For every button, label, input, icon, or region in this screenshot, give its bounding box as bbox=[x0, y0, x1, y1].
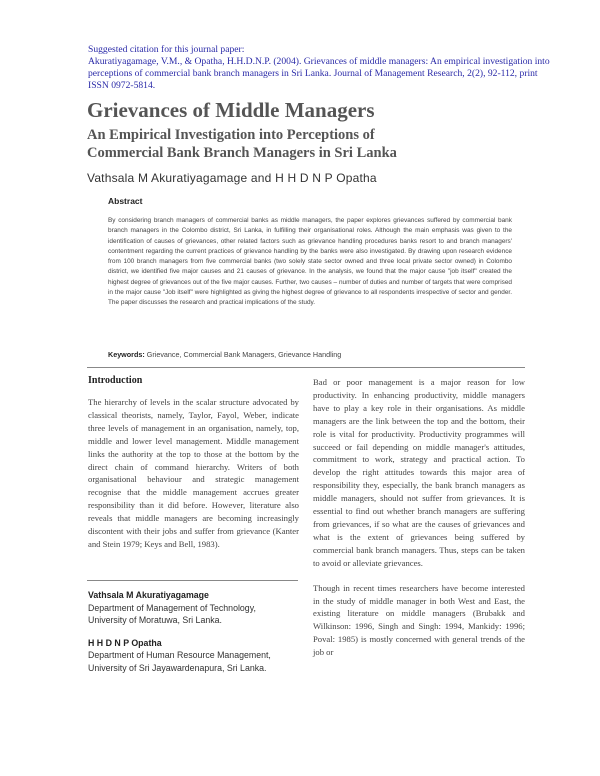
keywords-label: Keywords: bbox=[108, 350, 145, 359]
paper-title: Grievances of Middle Managers bbox=[87, 98, 375, 122]
affiliation-author-1-dept: Department of Management of Technology, bbox=[88, 602, 256, 613]
affiliation-author-2-univ: University of Sri Jayawardenapura, Sri Lanka. bbox=[88, 662, 267, 673]
abstract-heading: Abstract bbox=[108, 196, 143, 206]
citation-lead: Suggested citation for this journal paper: bbox=[88, 44, 245, 55]
subtitle-line-1: An Empirical Investigation into Perceptions of bbox=[87, 127, 375, 143]
abstract-section bbox=[108, 196, 512, 309]
affiliation-divider bbox=[87, 580, 298, 581]
introduction-paragraph-3: Though in recent times researchers have become interested in the study of middle manager in both West and East, the existing literature on middle managers (Brubakk and Wilkinson: 1996, Singh and Singh: 1994, Mankidy: 1996; Poval: 1985) is mostly concerned with general trends of the job or bbox=[313, 582, 525, 658]
citation-text: Akuratiyagamage, V.M., & Opatha, H.H.D.N.P. (2004). Grievances of middle managers: An empirical investigation into perceptions of commercial bank branch managers in Sri Lanka. Journal of Management Research, 2(2), 92-112, print ISSN 0972-5814. bbox=[88, 56, 550, 91]
keywords-text: Grievance, Commercial Bank Managers, Grievance Handling bbox=[146, 350, 342, 359]
section-divider bbox=[87, 367, 525, 368]
left-column bbox=[88, 375, 299, 551]
suggested-citation bbox=[88, 44, 558, 92]
subtitle-line-2: Commercial Bank Branch Managers in Sri Lanka bbox=[87, 145, 397, 161]
author-affiliations bbox=[88, 589, 308, 674]
introduction-paragraph-1: The hierarchy of levels in the scalar structure advocated by classical theorists, namely, Taylor, Fayol, Weber, indicate three levels of management in an organisation, namely, top, middle and lower level management. Middle management links the authority at the top to those at the bottom by the direct chain of command hierarchy. Writers of both organisational behaviour and strategic management recognise that the middle management accrues greater responsibility than it did before. However, literature also reveals that middle managers are becoming increasingly discontent with their jobs and suffer from grievance (Kanter and Stein 1979; Keys and Bell, 1983). bbox=[88, 397, 299, 549]
affiliation-author-1-univ: University of Moratuwa, Sri Lanka. bbox=[88, 615, 222, 625]
affiliation-author-1-name: Vathsala M Akuratiyagamage bbox=[88, 590, 209, 600]
author-line: Vathsala M Akuratiyagamage and H H D N P Opatha bbox=[87, 171, 377, 185]
introduction-paragraph-2: Bad or poor management is a major reason for low productivity. In enhancing productivity, middle managers have to play a key role in their organisations. As middle managers are the link between the top and the bottom, their role is vital for productivity. Productivity programmes will succeed or fail depending on middle manager's attitudes, commitment to work, strategy and practical action. To develop the right attitudes towards this major area of responsibility they, especially, the bank branch managers as middle managers, should not suffer from grievances. It is essential to find out whether branch managers are suffering from grievances, if so what are the causes of grievances and what is the extent of grievances being suffered by commercial bank branch managers. Thus, steps can be taken to avoid or alleviate grievances. bbox=[313, 377, 525, 568]
keywords bbox=[108, 350, 528, 359]
right-column bbox=[313, 376, 525, 659]
affiliation-author-2-name: H H D N P Opatha bbox=[88, 637, 162, 648]
abstract-text: By considering branch managers of commercial banks as middle managers, the paper explores grievances suffered by commercial bank branch managers in the Colombo district, Sri Lanka, in fulfilling their organisational roles. Although the main emphasis was given to the identification of causes of grievances, other related factors such as grievance handling procedures banks resort to and branch managers' contentment regarding the current practices of grievance handling by the banks were also investigated. By drawing upon research evidence from 100 branch managers from five commercial banks (two solely state sector owned and three local private sector owned) in Colombo district, we identified five major causes and 21 causes of grievance. In the analysis, we found that the major cause "job itself" created the highest degree of grievances out of the five major causes. Further, two causes – number of duties and number of targets that were comprised in the major cause "Job itself" were highlighted as giving the highest degree of grievance to all respondents irrespective of sector and gender. The paper discusses the research and practical implications of the study. bbox=[108, 217, 512, 307]
paper-subtitle bbox=[87, 126, 557, 162]
affiliation-author-2-dept: Department of Human Resource Management, bbox=[88, 650, 271, 660]
introduction-heading: Introduction bbox=[88, 375, 143, 386]
